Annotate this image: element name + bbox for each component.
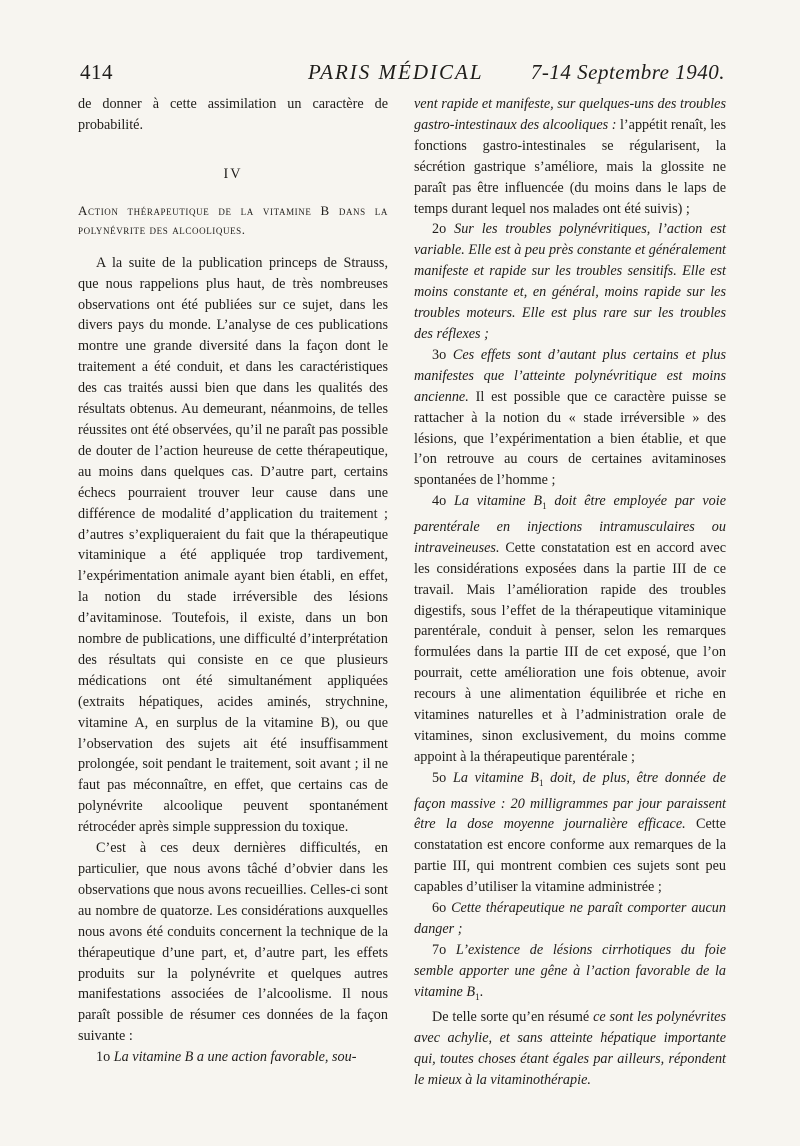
item-number: 3o xyxy=(432,346,453,363)
item-text: La vitamine B xyxy=(452,769,539,786)
item-text: Cette thérapeutique ne paraît comporter aucun danger ; xyxy=(414,900,726,937)
item-text: Cette constatation est encore conforme aux remarques de la partie III, qui montrent combien ces sujets sont peu capables d’utiliser la vitamine administrée ; xyxy=(414,816,726,896)
item-number: 4o xyxy=(432,493,454,510)
list-item-4 xyxy=(414,491,726,768)
conclusion-text: De telle sorte qu’en résumé xyxy=(432,1009,594,1026)
journal-title: PARIS MÉDICAL xyxy=(308,60,484,84)
item-number: 7o xyxy=(432,941,456,958)
list-item-5 xyxy=(414,768,726,898)
list-item-1-continued xyxy=(414,94,726,219)
paragraph-1: A la suite de la publication princeps de Strauss, que nous rappelions plus haut, de très nombreuses observations ont été publiées sur ce sujet, dans les divers pays du monde. L’analyse de ces publications montre une grande diversité dans la façon dont le traitement a été conduit, et dans les caractéristiques des cas traités aussi bien que dans les qualités des résultats obtenus. Au demeurant, néanmoins, de telles réussites ont été observées, qu’il ne paraît pas possible de douter de l’action heureuse de cette thérapeutique, au moins dans quelques cas. D’autre part, certains échecs pourraient trouver leur cause dans une différence de modalité d’application du traitement ; d’autres s’expliqueraient du fait que la thérapeutique vitaminique a été appliquée trop tardivement, l’expérimentation animale ayant bien établi, en effet, la notion du stade irréversible des lésions d’avitaminose. Toutefois, il existe, dans un bon nombre de publications, une difficulté d’interprétation des résultats qui consiste en ce que plusieurs médications ont été simultanément appliquées (extraits hépatiques, acides aminés, strychnine, vitamine A, en surplus de la vitamine B), ou que l’observation des sujets ait été insuffisamment prolongée, soit pendant le traitement, soit avant ; il ne faut pas méconnaître, en effet, que certains cas de polynévrite alcoolique peuvent spontanément rétrocéder après simple suppression du toxique. xyxy=(78,254,388,836)
list-item-7 xyxy=(414,940,726,1008)
item-text: La vitamine B a une action favorable, sou- xyxy=(113,1049,357,1066)
item-text: Cette constatation est en accord avec les considérations exposées dans la partie III de ce travail. Mais l’amélioration rapide des troubles digestifs, sous l’effet de la thérapeutique vitaminique parentérale, conduit à penser, selon les remarques formulées dans la partie III de cet exposé, que l’on pourrait, cette amélioration une fois obtenue, avoir recours à une alimentation équilibrée et riche en vitamines naturelles et à l’administration orale de vitamines, sinon exclusivement, du moins comme appoint à la thérapeutique parentérale ; xyxy=(414,539,726,765)
subscript: 1 xyxy=(538,777,544,788)
continuation-paragraph: de donner à cette assimilation un caractère de probabilité. xyxy=(78,96,388,133)
item-text: . xyxy=(479,983,484,1000)
item-number: 6o xyxy=(432,900,452,917)
right-column xyxy=(414,94,726,1091)
conclusion-paragraph xyxy=(414,1007,726,1091)
item-text: Il est possible que ce caractère puisse se rattacher à la notion du « stade irréversible » des lésions, que l’expérimentation a bien établie, et que l’on retrouve au cours de certaines avitaminoses spontanées de l’homme ; xyxy=(414,388,726,489)
section-title: Action thérapeutique de la vitamine B dans la polynévrite des alcooliques. xyxy=(78,202,388,237)
subscript: 1 xyxy=(475,991,480,1002)
list-item-3 xyxy=(414,345,726,491)
item-text: vent rapide et manifeste, sur quelques-uns des troubles gastro-intestinaux des alcooliques : xyxy=(414,96,726,133)
item-text: Ces effets sont d’autant plus certains et plus manifestes que l’atteinte polynévritique est moins ancienne. xyxy=(414,346,726,405)
item-text: La vitamine B xyxy=(453,493,543,510)
item-text: l’appétit renaît, les fonctions gastro-intestinales se régularisent, la sécrétion gastrique s’améliore, mais la glossite ne paraît pas être influencée (du moins dans le laps de temps durant lequel nos malades ont été suivis) ; xyxy=(414,116,726,217)
subscript: 1 xyxy=(542,501,547,512)
item-number: 5o xyxy=(432,769,453,786)
paragraph-2: C’est à ces deux dernières difficultés, en particulier, que nous avons tâché d’obvier dans les observations que nous avons recueillies. Celles-ci sont au nombre de quatorze. Les considérations auxquelles nous avons été conduits concernent la technique de la thérapeutique d’une part, et, d’autre part, les effets produits sur la polynévrite et quelques autres manifestations associées de l’alcoolisme. Il nous paraît possible de résumer ces données de la façon suivante : xyxy=(78,840,388,1045)
item-text: L’existence de lésions cirrhotiques du foie semble apporter une gêne à l’action favorable de la vitamine B xyxy=(414,941,727,1000)
conclusion-italic: ce sont les polynévrites avec achylie, et sans atteinte hépatique importante qui, toutes choses étant égales par ailleurs, répondent le mieux à la vitaminothérapie. xyxy=(414,1009,726,1089)
left-column xyxy=(78,94,388,1068)
running-header xyxy=(80,60,725,92)
list-item-2 xyxy=(414,219,726,344)
item-text: Sur les troubles polynévritiques, l’action est variable. Elle est à peu près constante et généralement manifeste et rapide sur les troubles sensitifs. Elle est moins constante et, en général, moins rapide sur les troubles moteurs. Elle est plus rare sur les troubles des réflexes ; xyxy=(414,221,727,342)
section-number: IV xyxy=(223,165,243,182)
list-item-1 xyxy=(78,1047,388,1068)
page-number: 414 xyxy=(80,60,113,84)
issue-date: 7-14 Septembre 1940. xyxy=(530,60,725,84)
item-number: 2o xyxy=(432,221,455,238)
item-text: doit, de plus, être donnée de façon massive : 20 milligrammes par jour paraissent être la dose moyenne journalière efficace. xyxy=(414,769,726,833)
list-item-6 xyxy=(414,898,726,940)
item-text: doit être employée par voie parentérale en injections intramusculaires ou intraveineuses. xyxy=(414,493,726,556)
item-number: 1o xyxy=(96,1049,114,1066)
